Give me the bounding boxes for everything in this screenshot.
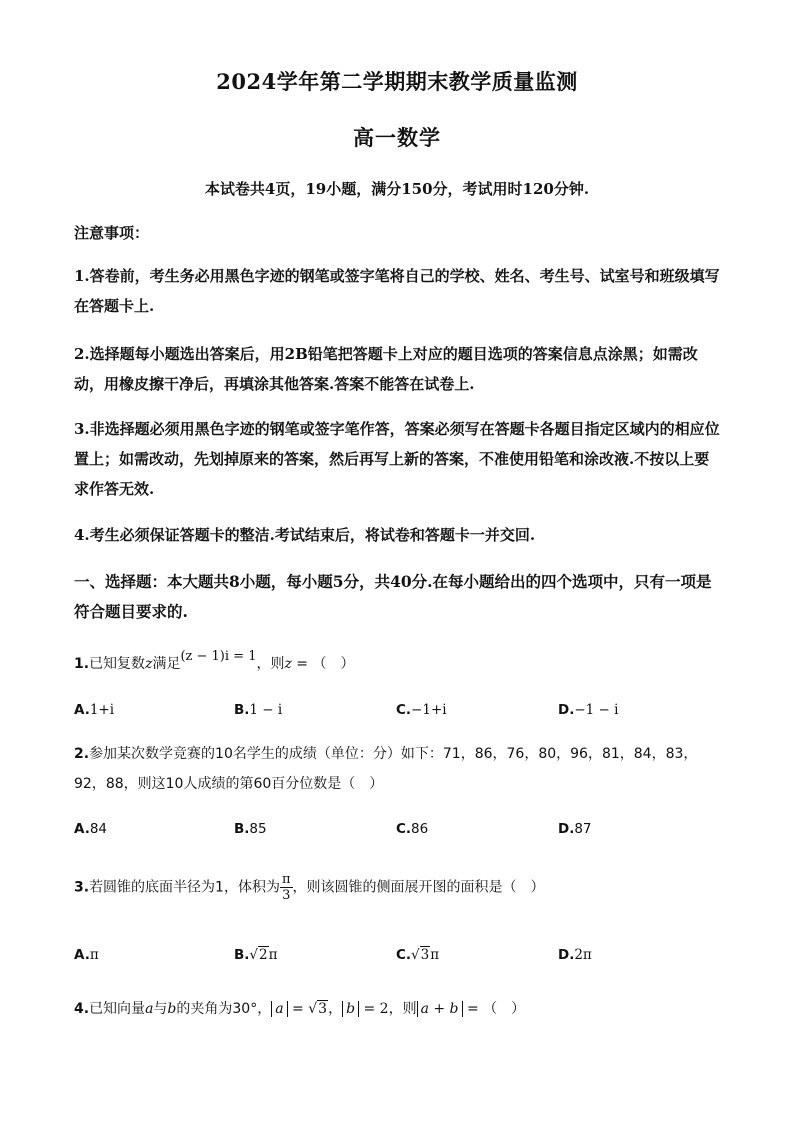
option-value: 84 [89,821,108,837]
radicand: 3 [318,1001,328,1017]
option-value: 1 − i [249,702,283,718]
vector-a: a [145,1001,154,1017]
option-b [234,702,282,718]
math-var: z [284,656,292,672]
option-value: 1+i [89,702,115,718]
option-c [396,702,447,718]
option-label: D. [558,821,575,837]
question-number: 1. [74,656,90,672]
option-tail: π [268,947,278,963]
option-value: 2π [574,947,592,963]
math-equals: = 2，则 [359,1001,417,1017]
exam-info: 本试卷共4页，19小题，满分150分，考试用时120分钟. [204,180,590,198]
option-label: C. [396,821,412,837]
option-label: A. [74,821,90,837]
notice-item-4: 4.考生必须保证答题卡的整洁.考试结束后，将试卷和答题卡一并交回. [74,526,536,544]
option-a [74,821,107,837]
abs-vector-a: a [271,1001,287,1017]
question-text: 与 [153,1001,168,1017]
question-text: 的夹角为30°， [176,1001,272,1017]
option-value: π [89,947,99,963]
option-tail: π [430,947,440,963]
option-value: 85 [249,821,267,837]
question-1 [74,649,734,680]
question-2 [74,739,724,799]
section-heading: 一、选择题：本大题共8小题，每小题5分，共40分.在每小题给出的四个选项中，只有一项是符合题目要求的. [74,572,712,621]
option-d [558,821,592,837]
radicand: 3 [420,947,430,963]
sqrt-expression: √3 [308,1001,328,1017]
option-label: D. [558,702,575,718]
option-a [74,947,99,963]
option-label: A. [74,702,90,718]
option-d [558,947,592,963]
option-a [74,702,114,718]
abs-vector-b: b [342,1001,359,1017]
question-text: 已知向量 [89,1001,146,1017]
sqrt-expression: √3 [411,947,430,963]
exam-subject: 高一数学 [353,125,441,150]
question-text: = （ ） [462,1001,526,1017]
option-value: 87 [574,821,592,837]
question-3 [74,872,734,903]
option-value: −1+i [411,702,447,718]
notice-item-1: 1.答卷前，考生务必用黑色字迹的钢笔或签字笔将自己的学校、姓名、考生号、试室号和班级填写在答题卡上. [74,267,720,315]
math-var: z [145,656,153,672]
question-number: 2. [74,746,90,762]
question-text: ， [328,1001,343,1017]
option-label: D. [558,947,575,963]
question-4 [74,994,734,1024]
question-text: ，则 [256,656,285,672]
option-label: B. [234,702,250,718]
option-d [558,702,618,718]
vector-b: b [167,1001,177,1017]
option-label: C. [396,947,412,963]
question-number: 4. [74,1001,90,1017]
math-condition: (z − 1)i = 1 [180,649,257,664]
option-value: −1 − i [574,702,619,718]
notice-item-3: 3.非选择题必须用黑色字迹的钢笔或签字笔作答，答案必须写在答题卡各题目指定区域内的相应位置上；如需改动，先划掉原来的答案，然后再写上新的答案，不准使用铅笔和涂改液.不按以上要求作答无效. [74,420,720,498]
option-b [234,821,267,837]
fraction-numerator: π [281,872,291,887]
option-label: C. [396,702,412,718]
question-text: 满足 [152,656,181,672]
option-label: A. [74,947,90,963]
sqrt-expression: √2 [249,947,268,963]
option-label: B. [234,821,250,837]
question-text: = （ ） [291,656,355,672]
question-text: 已知复数 [89,656,146,672]
notice-heading: 注意事项： [74,224,150,242]
option-c [396,821,428,837]
notice-item-2: 2.选择题每小题选出答案后，用2B铅笔把答题卡上对应的题目选项的答案信息点涂黑；如需改动，用橡皮擦干净后，再填涂其他答案.答案不能答在试卷上. [74,345,698,393]
abs-vector-sum: a + b [417,1001,463,1017]
radicand: 2 [259,947,268,963]
fraction-denominator: 3 [282,888,291,903]
option-c [396,947,439,963]
option-value: 86 [411,821,429,837]
question-text: ，则该圆锥的侧面展开图的面积是（ ） [292,879,545,896]
fraction [280,872,293,903]
math-equals: = [287,1001,309,1017]
question-text: 若圆锥的底面半径为1，体积为 [89,879,280,896]
exam-title: 2024学年第二学期期末教学质量监测 [216,69,578,94]
question-text: 参加某次数学竞赛的10名学生的成绩（单位：分）如下：71，86，76，80，96，81，84，83，92，88，则这10人成绩的第60百分位数是（ ） [74,746,698,792]
option-label: B. [234,947,250,963]
option-b [234,947,278,963]
question-number: 3. [74,879,90,896]
